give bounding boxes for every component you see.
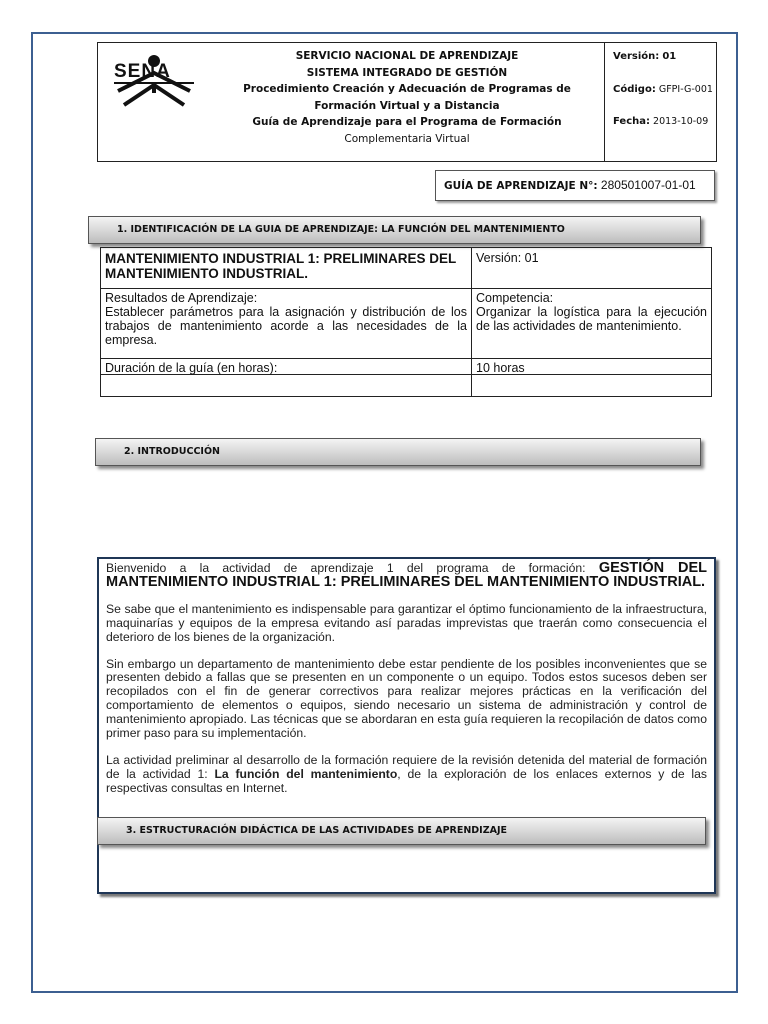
resultados-text: Establecer parámetros para la asignación y distribución de los trabajos de mantenimiento acorde a las necesidades de la empresa. xyxy=(105,305,467,347)
codigo-field xyxy=(613,84,713,95)
duracion-label: Duración de la guía (en horas): xyxy=(105,361,278,375)
section-1-heading: 1. IDENTIFICACIÓN DE LA GUIA DE APRENDIZAJE: LA FUNCIÓN DEL MANTENIMIENTO xyxy=(88,216,701,244)
intro-paragraph-3: Sin embargo un departamento de mantenimiento debe estar pendiente de los posibles inconvenientes que se presenten debido a fallas que se presenten en un componente o un equipo. Todos estos sucesos deben ser recopilados con el fin de generar correctivos para realizar mejores prácticas en la verificación del comportamiento de elementos o equipos, siendo necesario un sistema de administración y control de mantenimiento apropiado. Las técnicas que se abordaran en esta guía requieren la recopilación de datos como primer paso para su implementación. xyxy=(106,656,707,741)
intro-p4-suffix: , de la exploración de los enlaces externos y de las respectivas consultas en Internet. xyxy=(106,766,707,795)
competencia-cell xyxy=(472,288,711,333)
intro-paragraph-1 xyxy=(106,562,707,590)
fecha-field xyxy=(613,116,708,127)
version-value: 01 xyxy=(662,51,677,62)
competencia-text: Organizar la logística para la ejecución de las actividades de mantenimiento. xyxy=(476,305,707,333)
guia-number-box xyxy=(435,170,715,201)
intro-paragraph-2: Se sabe que el mantenimiento es indispensable para garantizar el óptimo funcionamiento de la infraestructura, maquinarías y equipos de la empresa evitando así paradas imprevistas que traerán como consecuencia el deterioro de los bienes de la organización. xyxy=(106,601,707,644)
intro-p1-text: Bienvenido a la actividad de aprendizaje 1 del programa de formación: xyxy=(106,561,599,575)
section-2-heading: 2. INTRODUCCIÓN xyxy=(95,438,701,466)
codigo-value: GFPI-G-001 xyxy=(658,84,713,95)
intro-paragraph-4 xyxy=(106,754,707,796)
resultados-label: Resultados de Aprendizaje: xyxy=(105,291,258,305)
guia-number-label: GUÍA DE APRENDIZAJE N°: xyxy=(444,180,598,192)
identification-table xyxy=(100,247,712,397)
sena-logo xyxy=(98,43,210,161)
sena-logo-text: SENA xyxy=(114,61,171,82)
intro-p4-text: La actividad preliminar al desarrollo de la formación requiere de la revisión detenida del material de formación de la actividad 1: xyxy=(106,752,707,781)
duracion-value: 10 horas xyxy=(476,361,525,375)
codigo-label: Código: xyxy=(613,84,656,95)
header-title-block xyxy=(210,43,604,161)
header-title-line: SERVICIO NACIONAL DE APRENDIZAJE xyxy=(295,50,519,62)
section-3-heading: 3. ESTRUCTURACIÓN DIDÁCTICA DE LAS ACTIVIDADES DE APRENDIZAJE xyxy=(97,817,706,845)
header-title-line: SISTEMA INTEGRADO DE GESTIÓN xyxy=(306,66,508,79)
intro-activity-name: La función del mantenimiento xyxy=(214,766,398,781)
resultados-cell xyxy=(101,288,471,347)
header-title-line: Complementaria Virtual xyxy=(344,132,470,145)
header-meta xyxy=(604,43,716,161)
competencia-label: Competencia: xyxy=(476,291,554,305)
identification-version: Versión: 01 xyxy=(476,251,539,265)
fecha-label: Fecha: xyxy=(613,116,651,127)
header-title-line: Procedimiento Creación y Adecuación de Programas de xyxy=(243,83,571,95)
version-label: Versión: xyxy=(613,51,660,62)
header-title-line: Formación Virtual y a Distancia xyxy=(314,99,500,112)
guia-number-value: 280501007-01-01 xyxy=(600,178,696,192)
intro-program-name: GESTIÓN DEL MANTENIMIENTO INDUSTRIAL 1: PRELIMINARES DEL MANTENIMIENTO INDUSTRIAL. xyxy=(106,560,707,590)
program-title: MANTENIMIENTO INDUSTRIAL 1: PRELIMINARES DEL MANTENIMIENTO INDUSTRIAL. xyxy=(105,251,457,281)
fecha-value: 2013-10-09 xyxy=(653,116,709,127)
header-title-line: Guía de Aprendizaje para el Programa de Formación xyxy=(252,116,562,128)
document-header xyxy=(97,42,717,162)
version-field xyxy=(613,51,676,62)
